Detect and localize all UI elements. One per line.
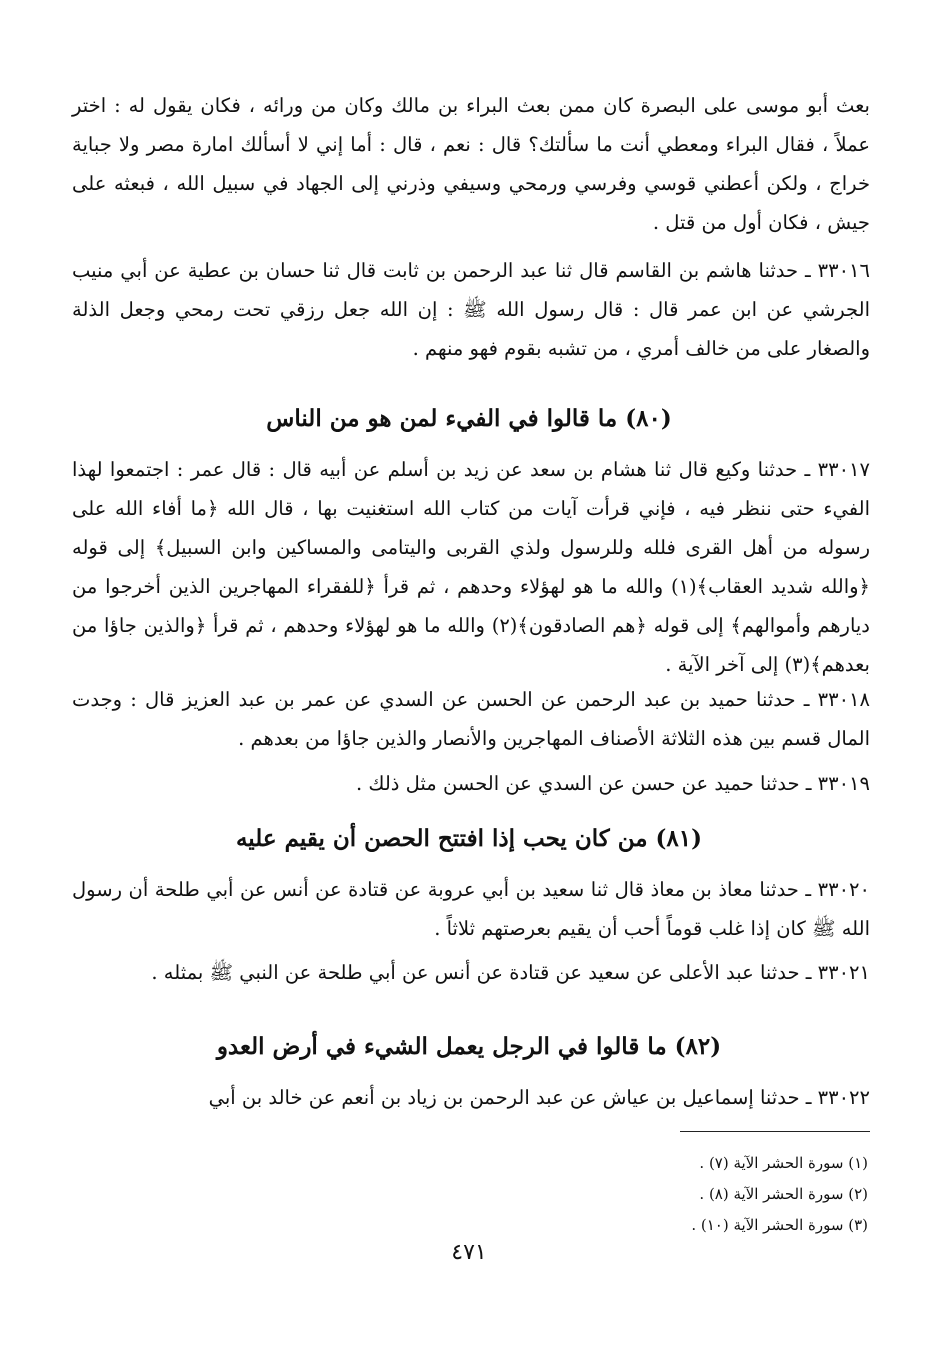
footnote-2: (٢) سورة الحشر الآية (٨) . xyxy=(699,1185,868,1203)
hadith-33018: ٣٣٠١٨ ـ حدثنا حميد بن عبد الرحمن عن الحسن عن السدي عن عمر بن عبد العزيز قال : وجدت المال قسم بين هذه الثلاثة الأصناف المهاجرين والأنصار والذين جاؤا من بعدهم . xyxy=(72,688,870,750)
page-number: ٤٧١ xyxy=(451,1240,487,1265)
hadith-33020: ٣٣٠٢٠ ـ حدثنا معاذ بن معاذ قال ثنا سعيد بن أبي عروبة عن قتادة عن أنس عن أبي طلحة أن رسول الله ﷺ كان إذا غلب قوماً أحب أن يقيم بعرصتهم ثلاثاً . xyxy=(72,878,870,940)
chapter-heading-81: (٨١) من كان يحب إذا افتتح الحصن أن يقيم عليه xyxy=(235,825,703,852)
footnote-1: (١) سورة الحشر الآية (٧) . xyxy=(699,1154,868,1172)
hadith-33022: ٣٣٠٢٢ ـ حدثنا إسماعيل بن عياش عن عبد الرحمن بن زياد بن أنعم عن خالد بن أبي xyxy=(208,1086,870,1109)
chapter-heading-80: (٨٠) ما قالوا في الفيء لمن هو من الناس xyxy=(266,405,672,432)
hadith-33019: ٣٣٠١٩ ـ حدثنا حميد عن حسن عن السدي عن الحسن مثل ذلك . xyxy=(356,772,870,795)
footnote-divider xyxy=(680,1131,870,1132)
hadith-33021: ٣٣٠٢١ ـ حدثنا عبد الأعلى عن سعيد عن قتادة عن أنس عن أبي طلحة عن النبي ﷺ بمثله . xyxy=(151,961,870,984)
hadith-33016: ٣٣٠١٦ ـ حدثنا هاشم بن القاسم قال ثنا عبد الرحمن بن ثابت قال ثنا حسان بن عطية عن أبي منيب الجرشي عن ابن عمر قال : قال رسول الله ﷺ : إن الله جعل رزقي تحت رمحي وجعل الذلة والصغار على من خالف أمري ، من تشبه بقوم فهو منهم . xyxy=(72,259,870,360)
footnote-3: (٣) سورة الحشر الآية (١٠) . xyxy=(691,1216,868,1234)
hadith-33017: ٣٣٠١٧ ـ حدثنا وكيع قال ثنا هشام بن سعد عن زيد بن أسلم عن أبيه قال : قال عمر : اجتمعوا لهذا الفيء حتى ننظر فيه ، فإني قرأت آيات من كتاب الله استغنيت بها ، قال الله ﴿ما أفاء الله على رسوله من أهل القرى فلله وللرسول ولذي القربى واليتامى والمساكين وابن السبيل﴾ إلى قوله ﴿والله شديد العقاب﴾(١) والله ما هو لهؤلاء وحدهم ، ثم قرأ ﴿للفقراء المهاجرين الذين أخرجوا من ديارهم وأموالهم﴾ إلى قوله ﴿هم الصادقون﴾(٢) والله ما هو لهؤلاء وحدهم ، ثم قرأ ﴿والذين جاؤا من بعدهم﴾(٣) إلى آخر الآية . xyxy=(72,458,870,676)
chapter-heading-82: (٨٢) ما قالوا في الرجل يعمل الشيء في أرض العدو xyxy=(216,1033,722,1060)
paragraph-continuation: بعث أبو موسى على البصرة كان ممن بعث البراء بن مالك وكان من ورائه ، فكان يقول له : اختر عملاً ، فقال البراء ومعطي أنت ما سألتك؟ قال : نعم ، قال : أما إني لا أسألك امارة مصر ولا جباية خراج ، ولكن أعطني قوسي وفرسي ورمحي وسيفي وذرني إلى الجهاد في سبيل الله ، فبعثه على جيش ، فكان أول من قتل . xyxy=(72,94,870,234)
